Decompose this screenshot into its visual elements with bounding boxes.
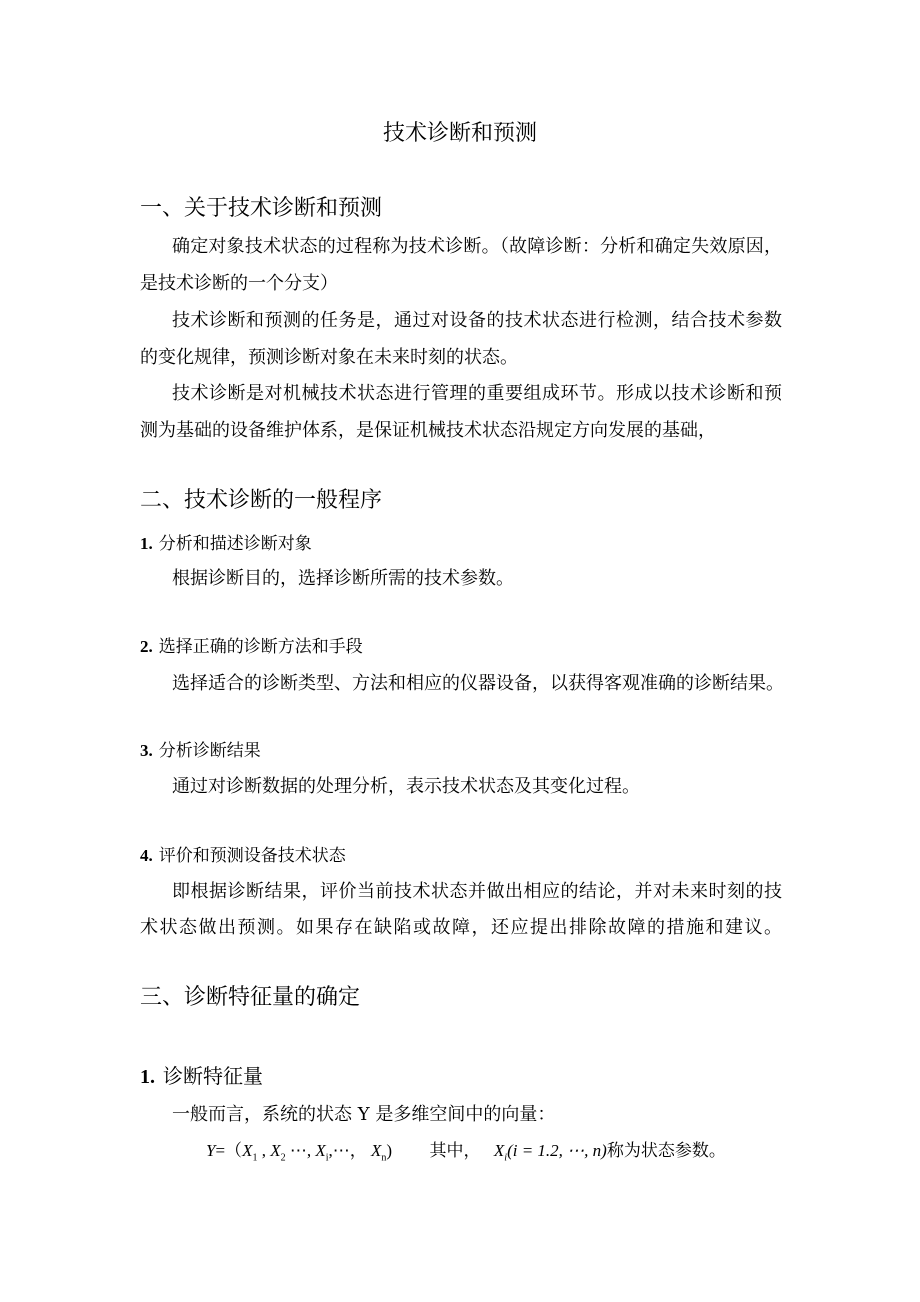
formula-part: Y (206, 1141, 216, 1160)
formula-part: i (325, 1152, 329, 1164)
paragraph-line: 确定对象技术状态的过程称为技术诊断。（故障诊断：分析和确定失效原因， (172, 236, 782, 257)
paragraph-line: 技术诊断是对机械技术状态进行管理的重要组成环节。形成以技术诊断和预 (172, 383, 782, 404)
step-3-text: 通过对诊断数据的处理分析，表示技术状态及其变化过程。 (172, 776, 640, 797)
section-2-heading: 二、技术诊断的一般程序 (140, 488, 383, 513)
formula-part: n (381, 1152, 387, 1164)
paragraph-line: 技术诊断和预测的任务是，通过对设备的技术状态进行检测，结合技术参数 (172, 310, 782, 331)
formula-part: X (242, 1141, 253, 1160)
document-title: 技术诊断和预测 (382, 121, 537, 146)
paragraph-line: 一般而言，系统的状态 Y 是多维空间中的向量： (172, 1104, 556, 1125)
formula-part: ⋯, (285, 1141, 316, 1160)
formula-part: ,⋯， (328, 1141, 372, 1160)
paragraph-line: 的变化规律，预测诊断对象在未来时刻的状态。 (140, 347, 518, 368)
step-title: 选择正确的诊断方法和手段 (158, 637, 363, 657)
step-2-title (140, 636, 363, 658)
step-number: 2. (140, 637, 153, 656)
formula-part: =（ (215, 1141, 243, 1160)
formula-text: 称为状态参数。 (606, 1141, 726, 1161)
formula-part: 1 (252, 1152, 258, 1164)
formula-part: X (493, 1141, 505, 1160)
formula-part: (i = 1.2, ⋯, n) (507, 1141, 607, 1160)
step-number: 4. (140, 846, 153, 865)
formula-text: 其中， (429, 1141, 481, 1161)
step-2-text: 选择适合的诊断类型、方法和相应的仪器设备，以获得客观准确的诊断结果。 (172, 673, 784, 694)
state-vector-formula (206, 1140, 726, 1169)
formula-part: X (270, 1141, 281, 1160)
step-4-title (140, 845, 346, 867)
formula-part: , (257, 1141, 271, 1160)
step-1-title (140, 533, 312, 555)
formula-part: ) (386, 1141, 393, 1160)
step-title: 分析诊断结果 (158, 741, 261, 761)
paragraph-line: 是技术诊断的一个分支） (140, 273, 338, 294)
formula-part: 2 (280, 1152, 286, 1164)
formula-part: i (504, 1152, 508, 1164)
formula-part: X (315, 1141, 326, 1160)
step-title: 分析和描述诊断对象 (158, 534, 312, 554)
section-3-heading: 三、诊断特征量的确定 (140, 985, 361, 1010)
step-number: 1. (140, 534, 153, 553)
subsection-title: 诊断特征量 (163, 1064, 263, 1088)
step-number: 3. (140, 741, 153, 760)
paragraph-line: 测为基础的设备维护体系，是保证机械技术状态沿规定方向发展的基础， (140, 420, 716, 441)
step-4-text: 即根据诊断结果，评价当前技术状态并做出相应的结论，并对未来时刻的技 (172, 881, 782, 902)
step-4-text: 术状态做出预测。如果存在缺陷或故障，还应提出排除故障的措施和建议。 (140, 917, 782, 938)
formula-part: X (371, 1141, 382, 1160)
step-title: 评价和预测设备技术状态 (158, 846, 346, 866)
subsection-number: 1. (140, 1066, 155, 1088)
step-3-title (140, 740, 261, 762)
section-1-heading: 一、关于技术诊断和预测 (140, 196, 383, 221)
step-1-text: 根据诊断目的，选择诊断所需的技术参数。 (172, 568, 514, 589)
subsection-1-title (140, 1063, 263, 1090)
